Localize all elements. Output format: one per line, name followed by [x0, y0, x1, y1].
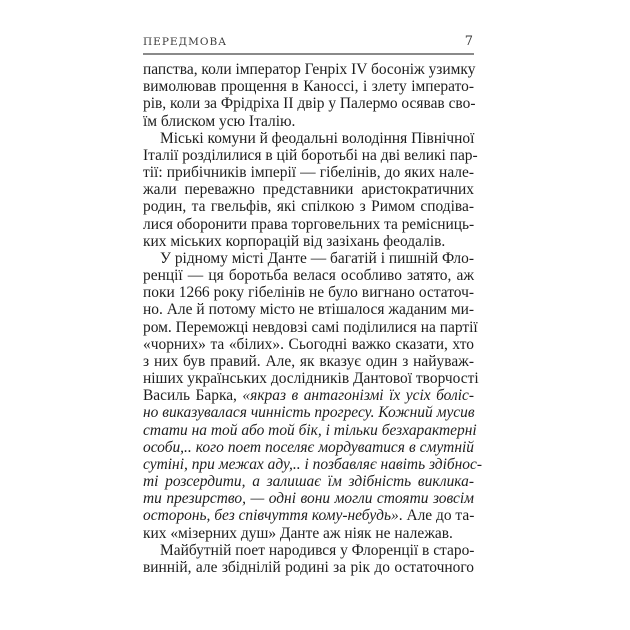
page-number: 7	[464, 34, 473, 49]
text-segment: з них був правий. Але, як вказує один з найуваж-	[143, 352, 474, 370]
text-segment: «чорних» та «білих». Сьогодні важко сказати, хто	[143, 335, 474, 353]
text-line	[143, 559, 474, 576]
running-header	[143, 34, 473, 52]
text-line	[143, 455, 483, 473]
text-line	[143, 525, 474, 542]
text-segment: винній, але збіднілій родині за рік до остаточного	[143, 558, 474, 576]
body-text	[143, 61, 483, 576]
text-segment: Міські комуни й феодальні володіння Північної	[160, 129, 475, 147]
text-line	[143, 507, 474, 524]
running-title: ПЕРЕДМОВА	[143, 36, 228, 48]
text-line	[143, 233, 474, 250]
text-segment: рів, коли за Фрідріха II двір у Палермо осявав сво-	[143, 95, 476, 113]
text-line	[143, 130, 474, 147]
text-line	[143, 181, 474, 198]
text-line	[143, 439, 474, 456]
text-segment: ніших українських дослідників Дантової творчості	[143, 370, 479, 388]
text-line	[143, 318, 478, 336]
text-segment: лися оборонити права торговельних та ремісниць-	[143, 215, 475, 233]
text-line	[143, 267, 474, 284]
text-segment: поки 1266 року гібелінів не було вигнано остаточ-	[143, 284, 474, 302]
text-segment: ких міських корпорацій від зазіхань феодалів.	[143, 232, 446, 250]
quote-text: стати на той або той бік, і тільки безхарактерні	[143, 421, 477, 439]
text-line	[143, 78, 474, 95]
quote-text: «якраз в антагонізмі їх усіх боліс-	[242, 387, 474, 405]
text-line	[143, 61, 474, 78]
text-line	[143, 353, 474, 370]
text-segment: Василь Барка,	[143, 387, 243, 405]
quote-text: особи,.. кого поет поселяє мордуватися в смутній	[143, 438, 474, 456]
header-rule	[143, 53, 474, 55]
text-line	[143, 301, 474, 318]
text-segment: родин, та гвельфів, які спілкою з Римом сподіва-	[143, 198, 474, 216]
quote-text: но виказувалася чинність прогресу. Кожний мусив	[143, 404, 475, 422]
text-line	[143, 216, 474, 233]
text-line	[143, 198, 474, 215]
quote-text: ти презирство, — одні вони могли стояти зовсім	[143, 490, 474, 508]
text-line	[143, 113, 474, 130]
quote-text: осторонь, без співчуття кому-небудь»	[143, 507, 399, 525]
text-line	[143, 370, 479, 388]
text-segment: ких «мізерних душ» Данте аж ніяк не належав.	[143, 524, 453, 542]
text-segment: Майбутній поет народився у Флоренції в старо-	[160, 541, 475, 559]
text-line	[143, 95, 474, 112]
text-segment: . Але до та-	[398, 507, 475, 525]
text-line	[143, 336, 474, 353]
text-line	[143, 404, 474, 421]
text-segment: їм блиском усю Італію.	[143, 112, 296, 130]
text-segment: тії: прибічників імперії — гібелінів, до яких нале-	[143, 164, 474, 182]
text-line	[143, 146, 478, 164]
text-line	[143, 421, 477, 439]
text-line	[143, 164, 474, 181]
text-segment: но. Але й потому місто не втішалося жаданим ми-	[143, 301, 474, 319]
text-segment: У рідному місті Данте — багатій і пишній Фло-	[160, 249, 474, 267]
text-segment: Італії розділилися в цій боротьбі на дві великі пар-	[143, 146, 478, 164]
text-segment: ром. Переможці невдовзі самі поділилися на партії	[143, 318, 478, 336]
text-line	[143, 473, 474, 490]
text-segment: вимолював прощення в Каноссі, і злету імперато-	[143, 78, 474, 96]
quote-text: ті розсердити, а залишає їм здібність виклика-	[143, 473, 474, 491]
text-segment: ренції — ця боротьба велася особливо затято, аж	[143, 267, 474, 285]
text-line	[143, 542, 474, 559]
text-line	[143, 250, 474, 267]
text-line	[143, 387, 474, 404]
quote-text: сутіні, при межах аду,.. і позбавляє навіть здібнос-	[143, 455, 483, 473]
text-line	[143, 490, 474, 507]
text-segment: папства, коли імператор Генріх IV босоніж узимку	[143, 61, 476, 78]
text-line	[143, 284, 474, 301]
text-segment: жали переважно представники аристократичних	[143, 181, 474, 199]
